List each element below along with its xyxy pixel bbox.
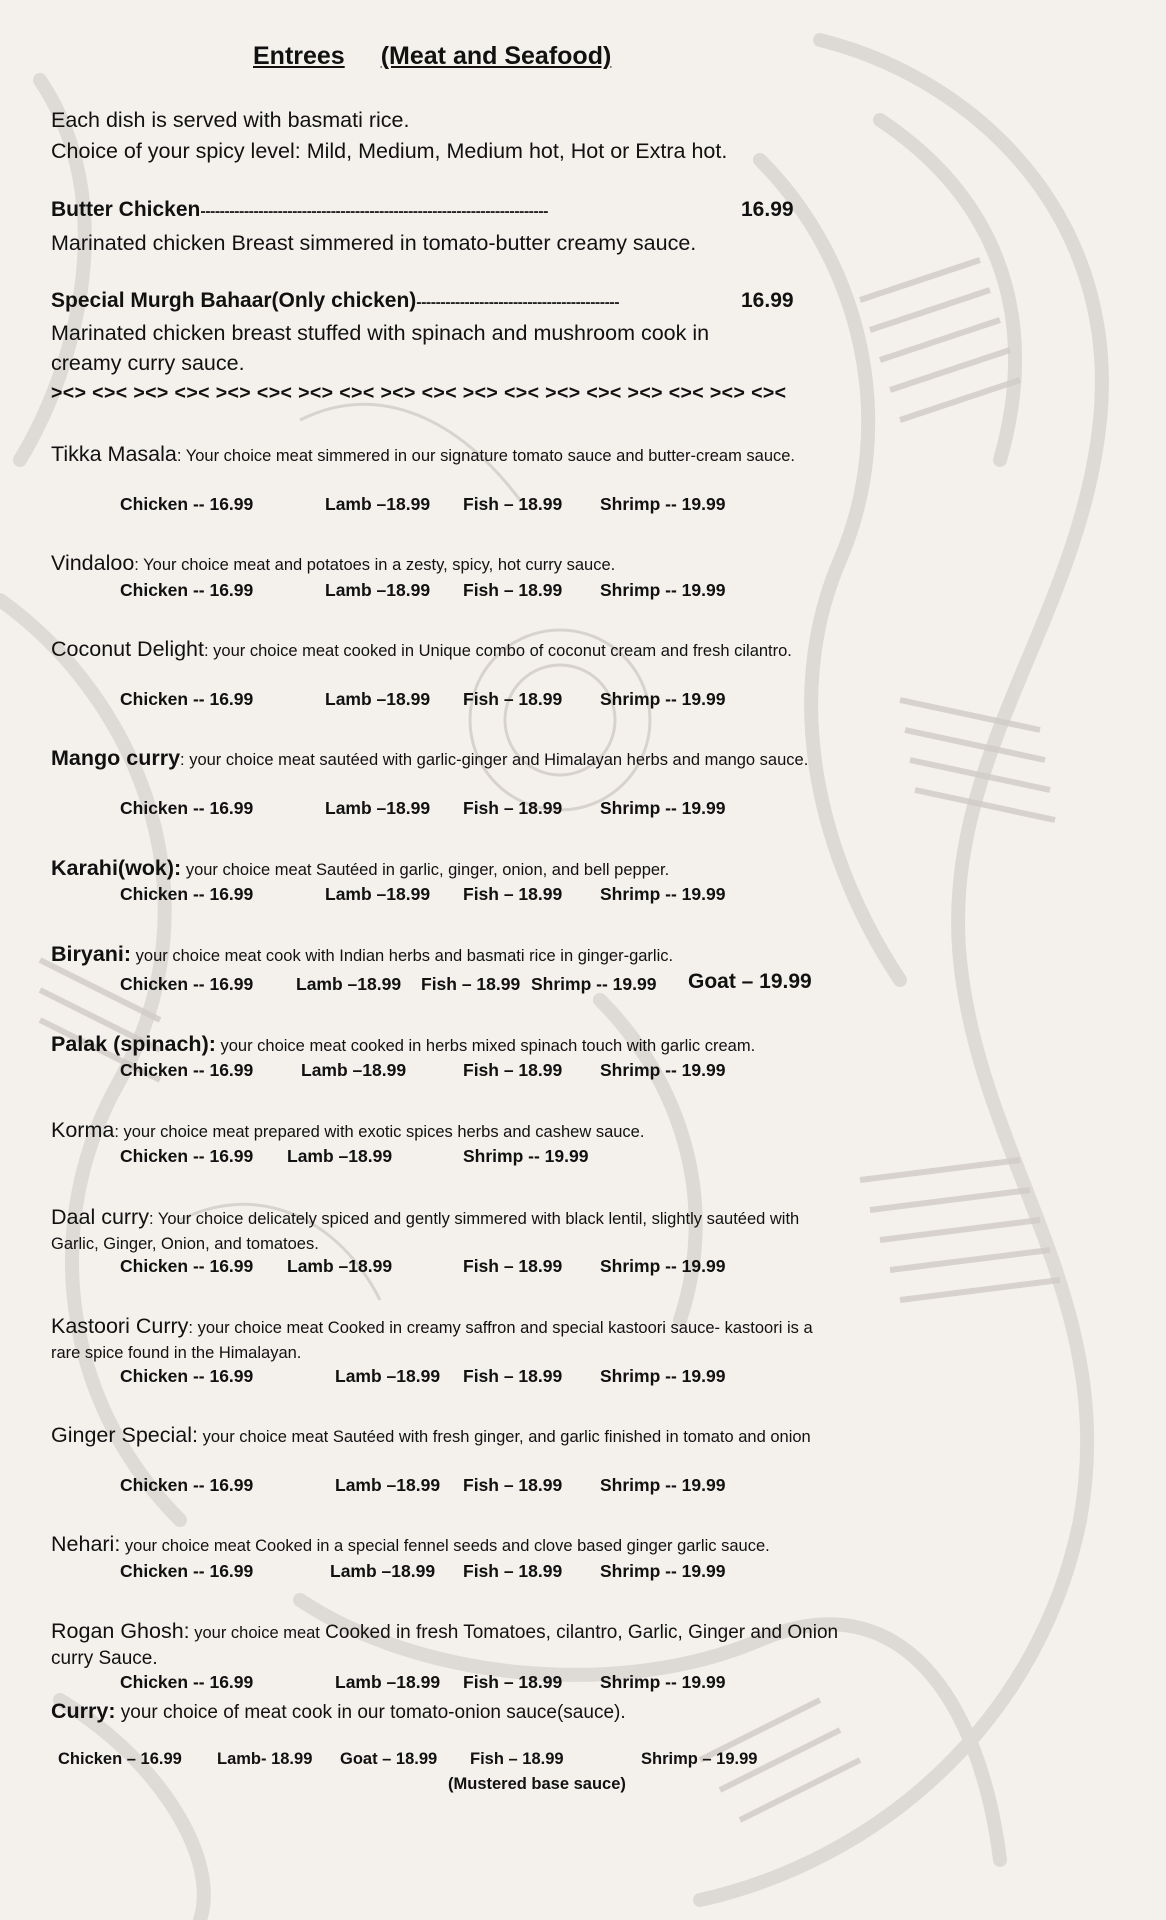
dish-description: your choice meat Sautéed in garlic, ginger, onion, and bell pepper. [185,861,670,879]
price-fish: Fish – 18.99 [421,974,521,994]
dish-rogan-ghosh [51,1619,841,1672]
price-chicken: Chicken -- 16.99 [120,798,254,818]
dish-mango-curry: Mango curry: your choice meat sautéed with garlic-ginger and Himalayan herbs and mango sauce. [51,746,809,770]
price-shrimp: Shrimp -- 19.99 [600,580,726,600]
price-chicken: Chicken -- 16.99 [120,1561,254,1581]
dish-description: your choice meat cook with Indian herbs and basmati rice in ginger-garlic. [135,947,674,965]
butter-chicken-heading: Butter Chicken------------------------------------------------------------------------ [51,198,548,221]
price-chicken: Chicken -- 16.99 [120,884,254,904]
intro-rice-note: Each dish is served with basmati rice. [51,108,410,132]
dish-description: Your choice delicately spiced and gently simmered with black lentil, slightly sautéed with Garlic, Ginger, Onion, and tomatoes. [51,1210,800,1253]
dish-name: Coconut Delight [51,637,204,661]
footer-price-lamb: Lamb- 18.99 [217,1750,313,1768]
price-fish: Fish – 18.99 [463,1672,563,1692]
butter-chicken-description: Marinated chicken Breast simmered in tomato-butter creamy sauce. [51,231,697,255]
price-fish: Fish – 18.99 [463,1561,563,1581]
price-lamb: Lamb –18.99 [335,1475,441,1495]
dish-description: your choice meat Sautéed with fresh ginger, and garlic finished in tomato and onion [202,1428,811,1446]
price-chicken: Chicken -- 16.99 [120,974,254,994]
price-shrimp: Shrimp -- 19.99 [600,1561,726,1581]
price-fish: Fish – 18.99 [463,798,563,818]
dish-curry [51,1699,821,1726]
price-chicken: Chicken -- 16.99 [120,689,254,709]
price-shrimp: Shrimp -- 19.99 [600,798,726,818]
price-chicken: Chicken -- 16.99 [120,1060,254,1080]
dish-nehari [51,1532,821,1559]
footer-price-chicken: Chicken – 16.99 [58,1750,182,1768]
price-chicken: Chicken -- 16.99 [120,1475,254,1495]
footer-price-fish: Fish – 18.99 [470,1750,564,1768]
price-fish: Fish – 18.99 [463,494,563,514]
price-fish: Fish – 18.99 [463,1475,563,1495]
footer-sauce-note: (Mustered base sauce) [448,1775,626,1793]
price-fish: Fish – 18.99 [463,580,563,600]
price-fish: Fish – 18.99 [463,689,563,709]
price-goat: Goat – 19.99 [688,970,812,993]
page-title: Entrees (Meat and Seafood) [253,42,612,70]
dish-kastoori-curry: Kastoori Curry: your choice meat Cooked in creamy saffron and special kastoori sauce- kastoori is a rare spice found in the Himalayan. [51,1314,813,1362]
price-chicken: Chicken -- 16.99 [120,1672,254,1692]
dish-name: Korma [51,1118,115,1142]
butter-chicken-price: 16.99 [741,198,794,221]
dish-description-continued: Cooked in fresh Tomatoes, cilantro, Garlic, Ginger and Onion curry Sauce. [51,1622,839,1669]
murgh-bahaar-heading: Special Murgh Bahaar(Only chicken)------------------------------------------ [51,289,620,312]
price-lamb: Lamb –18.99 [335,1366,441,1386]
dish-ginger-special [51,1423,821,1450]
dish-korma: Korma: your choice meat prepared with exotic spices herbs and cashew sauce. [51,1118,645,1142]
dish-biryani [51,942,821,969]
price-shrimp: Shrimp -- 19.99 [531,974,657,994]
price-chicken: Chicken -- 16.99 [120,1146,254,1166]
dish-daal-curry: Daal curry: Your choice delicately spiced and gently simmered with black lentil, slightly sautéed with Garlic, Ginger, Onion, and tomatoes. [51,1205,800,1253]
price-shrimp: Shrimp -- 19.99 [600,689,726,709]
dish-name: Biryani: [51,942,132,966]
price-shrimp: Shrimp -- 19.99 [600,1366,726,1386]
price-lamb: Lamb –18.99 [325,798,431,818]
murgh-bahaar-price: 16.99 [741,289,794,312]
decorative-divider: ><> <>< ><> <>< ><> <>< ><> <>< ><> <>< ><> <>< ><> <>< ><> <>< ><> <>< [51,382,787,404]
price-lamb: Lamb –18.99 [287,1256,393,1276]
dish-description: your choice of meat cook in our tomato-onion sauce(sauce). [120,1702,626,1723]
price-shrimp: Shrimp -- 19.99 [463,1146,589,1166]
dish-description: your choice meat sautéed with garlic-ginger and Himalayan herbs and mango sauce. [189,751,809,769]
intro-spice-note: Choice of your spicy level: Mild, Medium, Medium hot, Hot or Extra hot. [51,139,728,163]
price-shrimp: Shrimp -- 19.99 [600,494,726,514]
price-shrimp: Shrimp -- 19.99 [600,884,726,904]
dish-description: your choice meat Cooked in creamy saffron and special kastoori sauce- kastoori is a rare spice found in the Himalayan. [51,1319,813,1362]
price-lamb: Lamb –18.99 [301,1060,407,1080]
dish-description: Your choice meat simmered in our signature tomato sauce and butter-cream sauce. [185,447,796,465]
price-chicken: Chicken -- 16.99 [120,494,254,514]
dish-name: Rogan Ghosh: [51,1619,190,1643]
price-chicken: Chicken -- 16.99 [120,1256,254,1276]
price-shrimp: Shrimp -- 19.99 [600,1672,726,1692]
dish-description: your choice meat prepared with exotic spices herbs and cashew sauce. [123,1123,645,1141]
price-lamb: Lamb –18.99 [325,494,431,514]
dish-description: your choice meat cooked in Unique combo of coconut cream and fresh cilantro. [213,642,792,660]
murgh-bahaar-description-line1: Marinated chicken breast stuffed with spinach and mushroom cook in [51,321,710,345]
dish-description: your choice meat [194,1624,320,1642]
price-chicken: Chicken -- 16.99 [120,1366,254,1386]
price-fish: Fish – 18.99 [463,1060,563,1080]
murgh-bahaar-description-line2: creamy curry sauce. [51,351,245,375]
dish-description: your choice meat Cooked in a special fennel seeds and clove based ginger garlic sauce. [124,1537,770,1555]
price-fish: Fish – 18.99 [463,1256,563,1276]
price-lamb: Lamb –18.99 [325,580,431,600]
dish-vindaloo: Vindaloo: Your choice meat and potatoes in a zesty, spicy, hot curry sauce. [51,551,616,575]
dish-description: your choice meat cooked in herbs mixed spinach touch with garlic cream. [220,1037,756,1055]
price-lamb: Lamb –18.99 [335,1672,441,1692]
price-shrimp: Shrimp -- 19.99 [600,1060,726,1080]
footer-price-shrimp: Shrimp – 19.99 [641,1750,758,1768]
price-shrimp: Shrimp -- 19.99 [600,1256,726,1276]
price-lamb: Lamb –18.99 [325,884,431,904]
dish-description: Your choice meat and potatoes in a zesty, spicy, hot curry sauce. [143,556,616,574]
dish-tikka-masala: Tikka Masala: Your choice meat simmered in our signature tomato sauce and butter-cream sauce. [51,442,796,466]
dish-name: Karahi(wok): [51,856,182,880]
price-fish: Fish – 18.99 [463,884,563,904]
dish-name: Nehari: [51,1532,121,1556]
price-lamb: Lamb –18.99 [330,1561,436,1581]
price-lamb: Lamb –18.99 [287,1146,393,1166]
dish-name: Mango curry [51,746,181,770]
dish-name: Ginger Special: [51,1423,198,1447]
footer-price-goat: Goat – 18.99 [340,1750,438,1768]
price-chicken: Chicken -- 16.99 [120,580,254,600]
dish-name: Curry: [51,1699,116,1723]
dish-palak [51,1032,821,1059]
price-shrimp: Shrimp -- 19.99 [600,1475,726,1495]
price-fish: Fish – 18.99 [463,1366,563,1386]
price-lamb: Lamb –18.99 [296,974,402,994]
dish-coconut-delight: Coconut Delight: your choice meat cooked in Unique combo of coconut cream and fresh cilantro. [51,637,792,661]
dish-karahi [51,856,821,883]
dish-name: Tikka Masala [51,442,177,466]
dish-name: Daal curry [51,1205,149,1229]
price-lamb: Lamb –18.99 [325,689,431,709]
dish-name: Kastoori Curry [51,1314,189,1338]
dish-name: Vindaloo [51,551,135,575]
dish-name: Palak (spinach): [51,1032,216,1056]
